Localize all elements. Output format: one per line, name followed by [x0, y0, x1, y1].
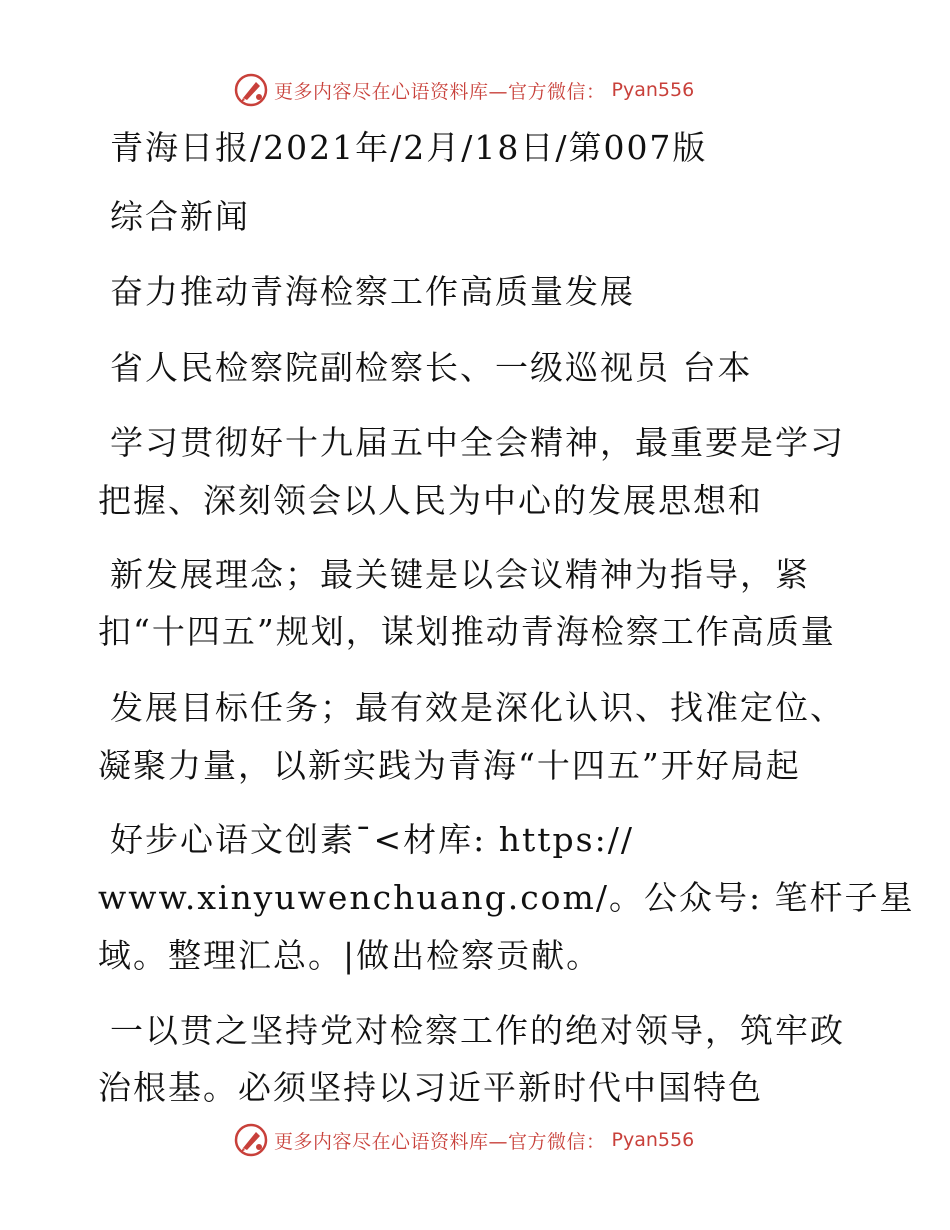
document-line: 学习贯彻好十九届五中全会精神，最重要是学习	[110, 423, 845, 462]
document-line: 好步心语文创素¯<材库: https://	[110, 820, 634, 859]
document-line: 扣“十四五”规划，谋划推动青海检察工作高质量	[98, 612, 836, 651]
footer-watermark	[234, 1122, 694, 1158]
document-line: 发展目标任务；最有效是深化认识、找准定位、	[110, 688, 845, 727]
document-line: 奋力推动青海检察工作高质量发展	[110, 272, 635, 311]
pen-logo-icon	[234, 73, 268, 107]
document-line: 域。整理汇总。|做出检察贡献。	[98, 936, 602, 975]
watermark-text: 更多内容尽在心语资料库—官方微信：	[274, 1130, 606, 1153]
document-line: 青海日报/2021年/2月/18日/第007版	[110, 128, 708, 167]
document-line: 新发展理念；最关键是以会议精神为指导，紧	[110, 555, 810, 594]
document-line: www.xinyuwenchuang.com/。公众号: 笔杆子星	[98, 878, 915, 917]
document-line: 省人民检察院副检察长、一级巡视员 台本	[110, 348, 753, 387]
pen-logo-icon	[234, 1123, 268, 1157]
document-line: 综合新闻	[110, 197, 250, 236]
document-line: 治根基。必须坚持以习近平新时代中国特色	[98, 1068, 763, 1107]
watermark-wechat-id: Pyan556	[611, 79, 695, 101]
watermark-text: 更多内容尽在心语资料库—官方微信：	[274, 80, 606, 103]
watermark-wechat-id: Pyan556	[611, 1129, 695, 1151]
header-watermark	[234, 72, 694, 108]
document-line: 一以贯之坚持党对检察工作的绝对领导，筑牢政	[110, 1011, 845, 1050]
document-line: 把握、深刻领会以人民为中心的发展思想和	[98, 481, 763, 520]
document-line: 凝聚力量，以新实践为青海“十四五”开好局起	[98, 746, 801, 785]
